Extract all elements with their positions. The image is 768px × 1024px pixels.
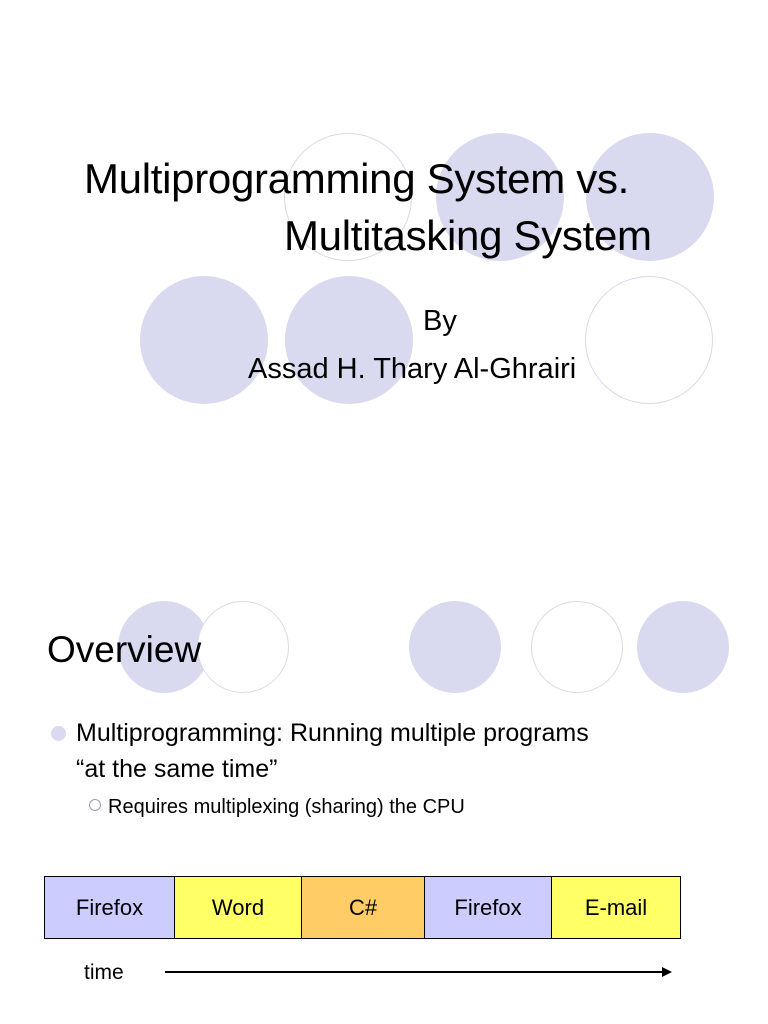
segment-label: E-mail xyxy=(584,894,648,920)
cpu-timeline xyxy=(44,876,681,939)
bullet-icon xyxy=(51,726,66,741)
decor-circle xyxy=(637,601,729,693)
slide-title-line1: Multiprogramming System vs. xyxy=(84,155,630,202)
segment-label: Firefox xyxy=(75,894,144,920)
timeline-segment-csharp xyxy=(301,877,424,938)
sub-bullet-text: Requires multiplexing (sharing) the CPU xyxy=(108,796,465,818)
segment-label: Word xyxy=(211,894,265,920)
bullet-text-line2: “at the same time” xyxy=(76,755,278,783)
time-axis-label: time xyxy=(84,961,124,984)
timeline-segment-firefox xyxy=(424,877,551,938)
by-label: By xyxy=(423,305,457,337)
overview-slide xyxy=(0,512,768,1024)
timeline-segment-email xyxy=(551,877,680,938)
decor-circle xyxy=(197,601,289,693)
author-name: Assad H. Thary Al-Ghrairi xyxy=(248,353,577,385)
timeline-segment-word xyxy=(174,877,301,938)
slide-title: Overview xyxy=(47,629,202,670)
decor-circle xyxy=(409,601,501,693)
decor-circle xyxy=(531,601,623,693)
timeline-segment-firefox xyxy=(45,877,174,938)
segment-label: C# xyxy=(348,894,378,920)
sub-bullet-icon xyxy=(89,799,101,811)
time-arrow-icon xyxy=(165,964,675,980)
bullet-text-line1: Multiprogramming: Running multiple programs xyxy=(76,719,589,747)
slide-title-line2: Multitasking System xyxy=(284,212,652,259)
segment-label: Firefox xyxy=(454,894,522,920)
decor-circle xyxy=(585,276,713,404)
